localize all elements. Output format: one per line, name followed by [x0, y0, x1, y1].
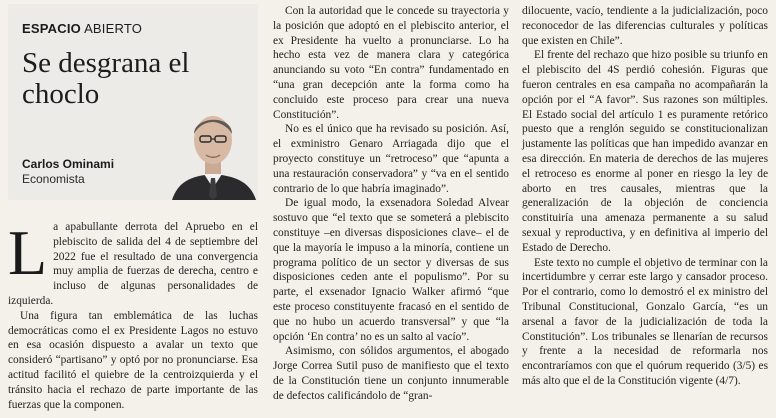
section-label-light: ABIERTO [84, 21, 143, 36]
paragraph-4: No es el único que ha revisado su posición. Así, el exministro Genaro Arriagada dijo que el proyecto constituye un “retroceso” que “apunta a una restauración conservadora” y “va en el sentido contrario de lo que habría imaginado”. [273, 123, 509, 195]
paragraph-3: Con la autoridad que le concede su trayectoria y la posición que adoptó en el plebiscito anterior, el ex Presidente ha vuelto a pronunciarse. Lo ha hecho esta vez de manera clara y categórica anunciando su voto “En contra” fundamentado en “una gran decepción ante la forma como ha concluido este proceso para crear una nueva Constitución”. [273, 5, 509, 121]
author-photo [168, 104, 258, 200]
author-role: Economista [22, 172, 85, 186]
text-column-1 [8, 217, 258, 412]
paragraph-5: De igual modo, la exsenadora Soledad Alvear sostuvo que “el texto que se someterá a plebiscito constituye –en diversas disposiciones clave– el de que la mayoría le impuso a la minoría, contiene un programa político de un sector y diversas de sus disposiciones ceden ante el populismo”. Por su parte, el exsenador Ignacio Walker afirmó “que este proceso constituyente fracasó en el sentido de que no hubo un acuerdo transversal” y que “la opción ‘En contra’ no es un salto al vacío”. [273, 197, 509, 343]
text-column-2 [273, 4, 509, 404]
paragraph-8: El frente del rechazo que hizo posible su triunfo en el plebiscito del 4S perdió cohesión. Figuras que fueron centrales en esa campaña no acompañarán la opción por el “A favor”. Sus razones son múltiples. El Estado social del artículo 1 es puramente retórico puesto que a renglón seguido se constitucionalizan justamente las políticas que han impedido avanzar en esa dirección. En materia de derechos de las mujeres el retroceso es enorme al poner en riesgo la ley de aborto en tres causales, mientras que la generalización de la objeción de conciencia constituiría una amenaza permanente a su salud sexual y reproductiva, y en definitiva al imperio del Estado de Derecho. [522, 49, 768, 254]
article-title: Se desgrana el choclo [22, 47, 190, 110]
paragraph-1 [8, 217, 258, 309]
paragraph-9: Este texto no cumple el objetivo de terminar con la incertidumbre y cerrar este largo y cansador proceso. Por el contrario, como lo demostró el ex ministro del Tribunal Constitucional, Gonzalo García, “es un arsenal a favor de la judicialización de toda la Constitución”. Los tribunales se llenarían de recursos y frente a la necesidad de reformarla nos encontraríamos con que el quórum requerido (3/5) es más alto que el de la Constitución vigente (4/7). [522, 256, 768, 387]
paragraph-7: dilocuente, vacío, tendiente a la judicialización, poco reconocedor de las diferencias culturales y políticas que existen en Chile”. [522, 5, 768, 47]
column-header [8, 4, 258, 200]
section-label [22, 21, 142, 36]
author-name: Carlos Ominami [22, 157, 115, 171]
section-label-bold: ESPACIO [22, 21, 81, 36]
drop-cap: L [8, 217, 48, 288]
paragraph-1-text: a apabullante derrota del Apruebo en el plebiscito de salida del 4 de septiembre del 2022 fue el resultado de una convergencia muy amplia de fuerzas de derecha, centro e incluso de algunas personalidades de izquierda. [8, 221, 258, 307]
text-column-3 [522, 4, 768, 389]
paragraph-6: Asimismo, con sólidos argumentos, el abogado Jorge Correa Sutil puso de manifiesto que el texto de la Constitución tiene un conjunto innumerable de defectos calificándolo de “gran- [273, 345, 509, 402]
paragraph-2: Una figura tan emblemática de las luchas democráticas como el ex Presidente Lagos no estuvo en esa ocasión dispuesto a avalar un texto que consideró “partisano” y optó por no pronunciarse. Esa actitud facilitó el quiebre de la centroizquierda y el tránsito hacia el rechazo de parte importante de las fuerzas que la componen. [8, 309, 258, 411]
